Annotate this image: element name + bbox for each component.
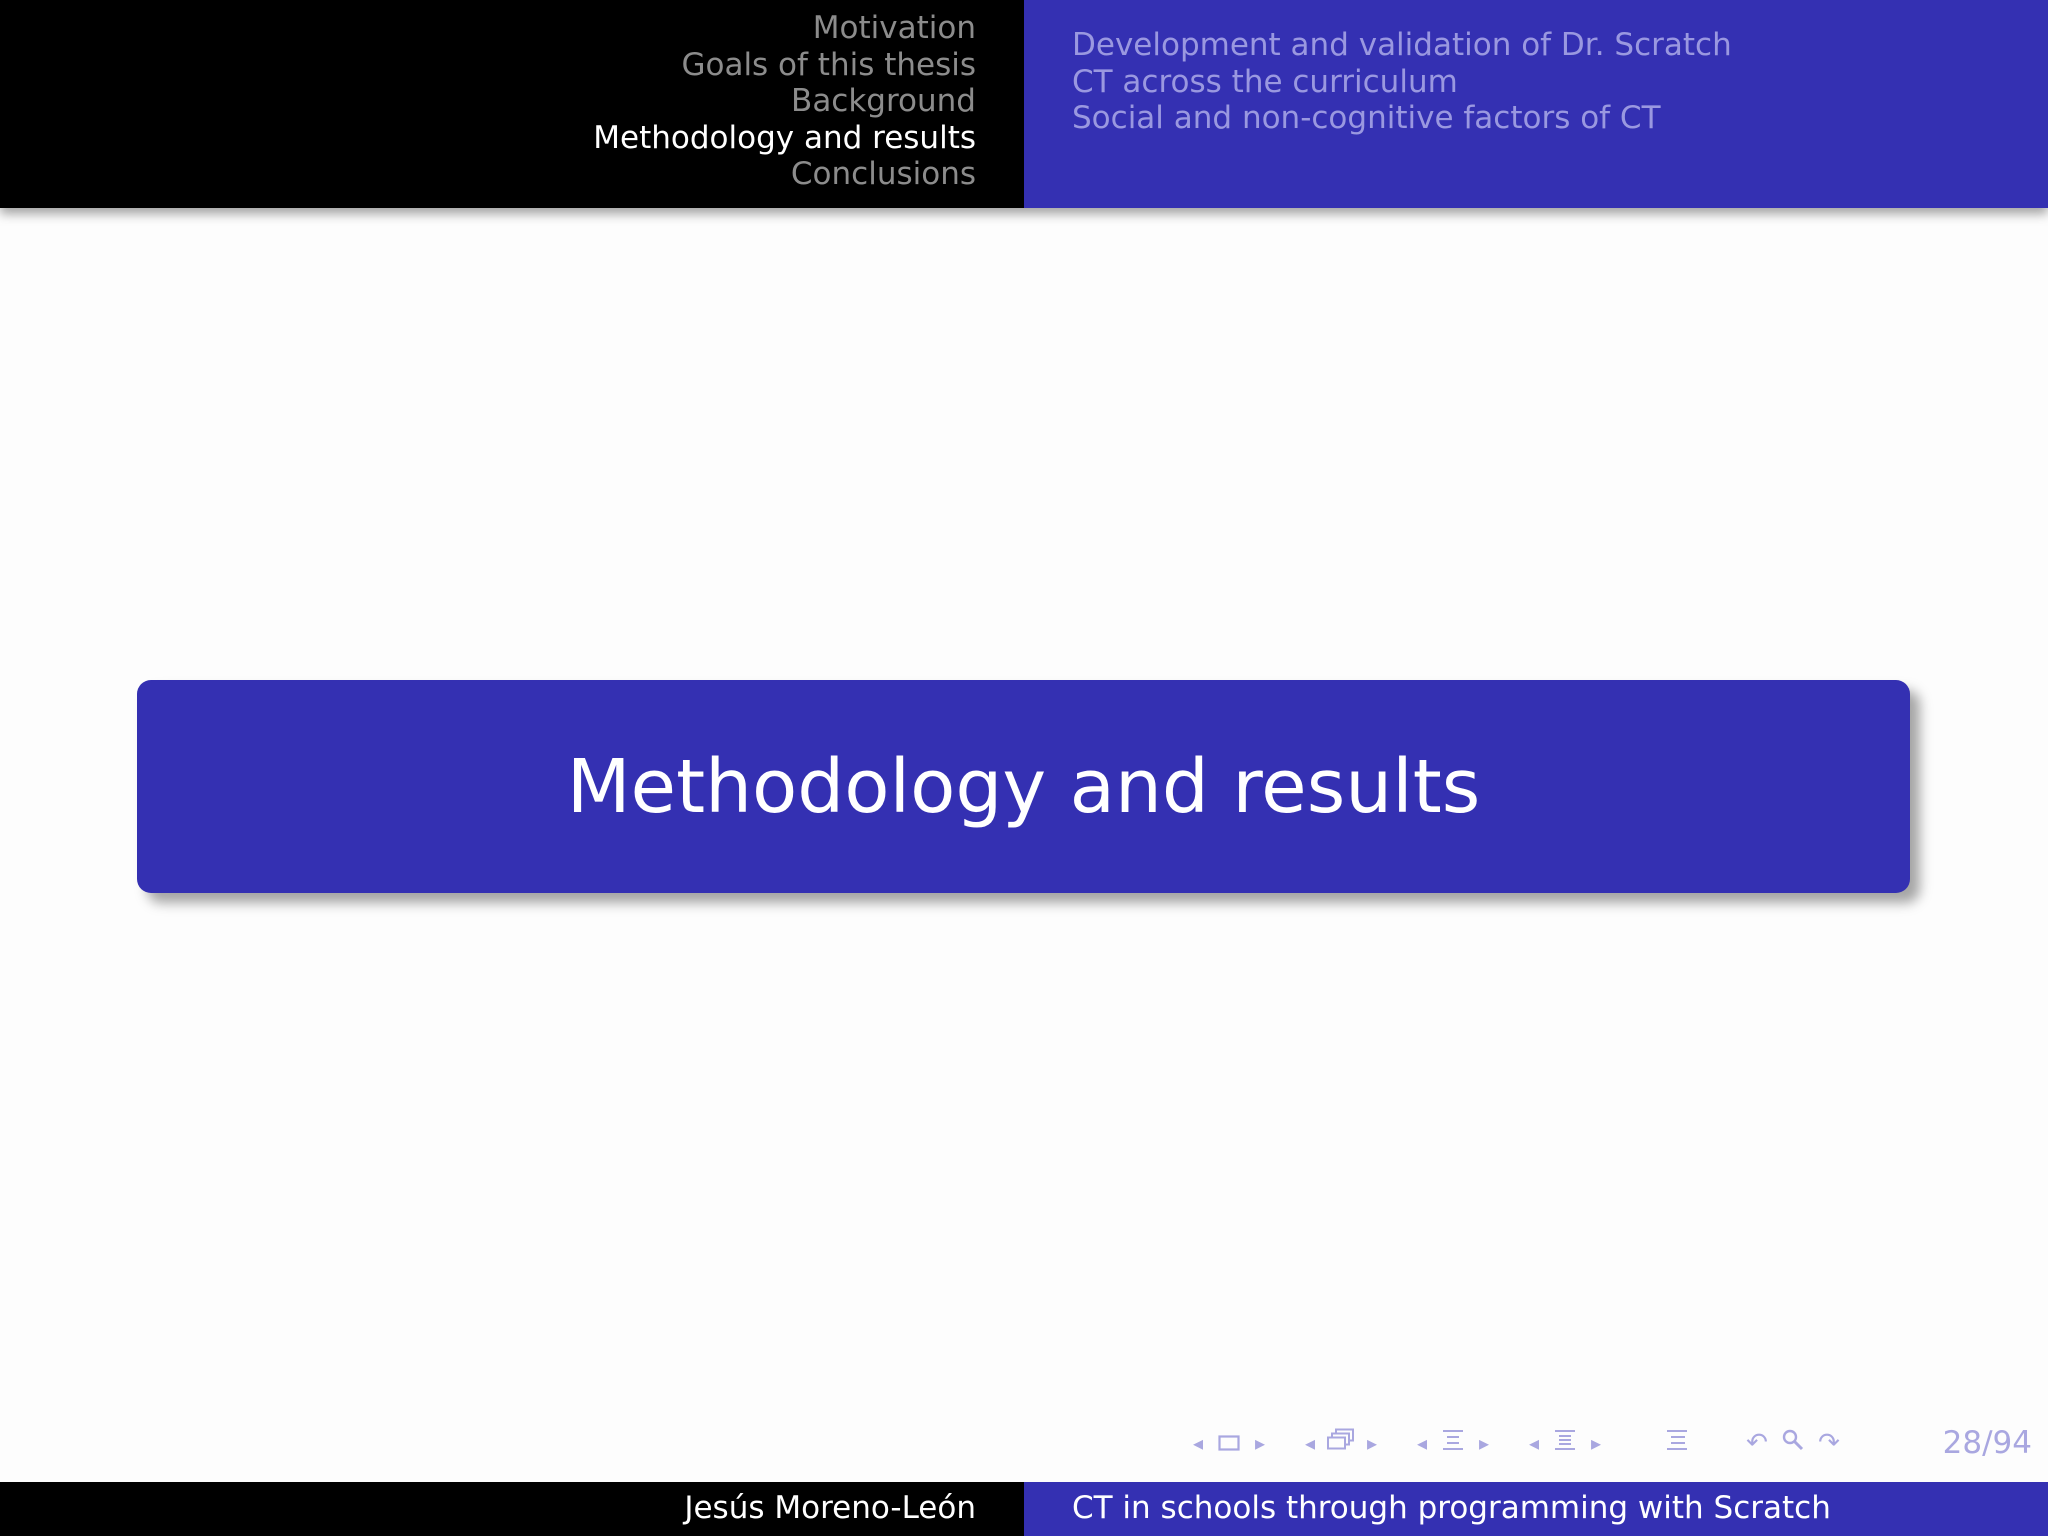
prev-frame-arrow-icon[interactable]: ◂ (1192, 1431, 1204, 1455)
subsection-link-social-factors[interactable]: Social and non-cognitive factors of CT (1072, 100, 1661, 136)
section-icon[interactable] (1435, 1428, 1471, 1459)
section-link-background[interactable]: Background (791, 83, 976, 119)
section-list (0, 0, 1024, 208)
subsection-link-dr-scratch[interactable]: Development and validation of Dr. Scratch (1072, 27, 1732, 63)
navigation-controls (1185, 1425, 1847, 1461)
next-subsection-arrow-icon[interactable]: ▸ (1366, 1431, 1378, 1455)
next-section-arrow-icon[interactable]: ▸ (1478, 1431, 1490, 1455)
section-link-goals[interactable]: Goals of this thesis (681, 46, 976, 83)
prev-section-arrow-icon[interactable]: ◂ (1416, 1431, 1428, 1455)
next-subsubsection-arrow-icon[interactable]: ▸ (1590, 1431, 1602, 1455)
section-title: Methodology and results (566, 743, 1481, 830)
subsubsection-icon[interactable] (1547, 1428, 1583, 1459)
prev-subsection-arrow-icon[interactable]: ◂ (1304, 1431, 1316, 1455)
page-number: 28/94 (1942, 1425, 2032, 1461)
section-link-motivation[interactable]: Motivation (812, 10, 976, 46)
footer-bar (0, 1482, 2048, 1536)
subsection-link-curriculum[interactable]: CT across the curriculum (1072, 63, 1458, 100)
section-link-conclusions[interactable]: Conclusions (790, 156, 976, 192)
footer-title: CT in schools through programming with Scratch (1024, 1482, 2048, 1536)
section-title-box (137, 680, 1910, 893)
subsection-list (1024, 0, 2048, 208)
undo-icon[interactable]: ↶ (1746, 1428, 1768, 1458)
search-icon[interactable] (1775, 1428, 1811, 1459)
prev-subsubsection-arrow-icon[interactable]: ◂ (1528, 1431, 1540, 1455)
header-bar (0, 0, 2048, 208)
footer-author: Jesús Moreno-León (0, 1482, 1024, 1536)
align-icon[interactable] (1659, 1428, 1695, 1459)
section-link-methodology[interactable]: Methodology and results (593, 119, 976, 156)
subsection-icon[interactable] (1323, 1428, 1359, 1459)
redo-icon[interactable]: ↷ (1818, 1428, 1840, 1458)
next-frame-arrow-icon[interactable]: ▸ (1254, 1431, 1266, 1455)
frame-icon[interactable] (1211, 1428, 1247, 1458)
